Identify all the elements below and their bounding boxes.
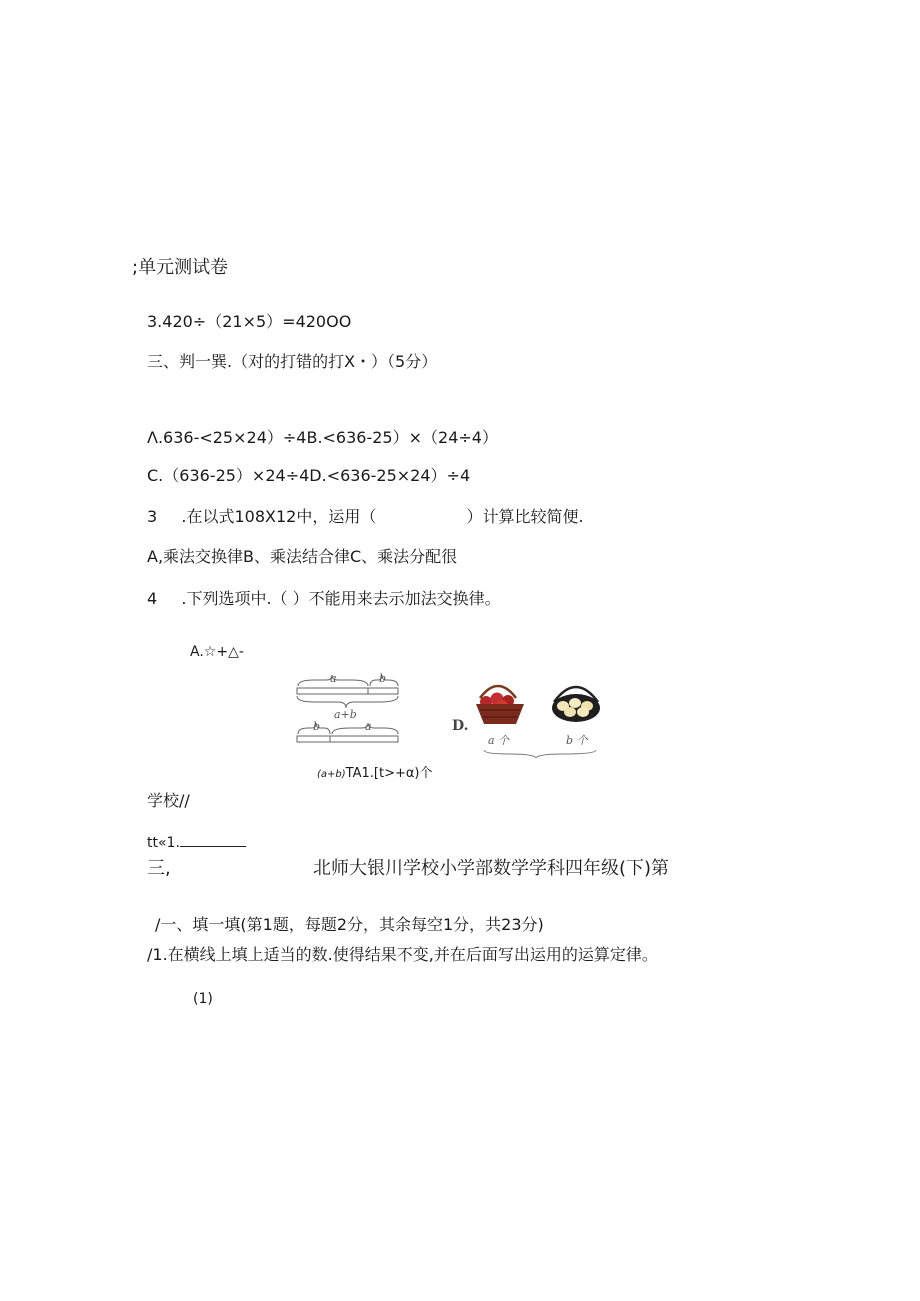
question-1: /1.在横线上填上适当的数.使得结果不变,并在后面写出运用的运算定律。: [147, 945, 658, 964]
question-3-text-end: ）计算比较简便.: [466, 507, 584, 526]
baskets-figure: [450, 672, 610, 758]
segment-diagram: [294, 672, 430, 758]
question-3-text-start: .在以式108X12中，运用（: [181, 507, 377, 526]
figure-caption-text: TA1.[t>+α)个: [345, 766, 433, 781]
question-3-number: 3: [147, 507, 158, 526]
seg-label-a-bottom: a: [365, 720, 372, 733]
question-1-sub-1: (1): [193, 991, 213, 1007]
class-blank[interactable]: [180, 832, 246, 847]
unit-title: ;单元测试卷: [132, 257, 229, 278]
basket-b-count: b 个: [566, 734, 588, 747]
question-3: [147, 507, 584, 527]
apple-basket-icon: [476, 686, 524, 724]
question-4: [147, 589, 501, 609]
basket-a-count: a 个: [488, 734, 510, 747]
class-line: [147, 832, 246, 853]
egg-basket-icon: [552, 687, 600, 722]
option-d-label: D.: [452, 718, 469, 734]
main-title: 北师大银川学校小学部数学学科四年级(下)第: [313, 858, 670, 879]
seg-label-a-top: a: [330, 672, 337, 685]
question-4-option-a: A.☆+△-: [190, 644, 244, 660]
option-a-b: Λ.636-<25×24）÷4B.<636-25）×（24÷4）: [147, 428, 498, 447]
seg-label-sum: a+b: [334, 708, 357, 721]
seg-label-b-top: b: [379, 672, 387, 685]
option-c-d: C.（636-25）×24÷4D.<636-25×24）÷4: [147, 466, 471, 485]
prev-item-3: 3.420÷（21×5）=420OO: [147, 312, 352, 331]
section-fill-heading: /一、填一填(第1题，每题2分，其余每空1分，共23分): [155, 915, 544, 934]
top-bar: [297, 688, 398, 694]
question-4-text: .下列选项中.（ ）不能用来去示加法交换律。: [181, 589, 501, 608]
bottom-bar: [297, 736, 398, 742]
question-4-number: 4: [147, 589, 158, 608]
section-judge-heading: 三、判一巽.（对的打错的打X・）（5分）: [147, 352, 438, 371]
figure-caption-small: (a+b): [317, 769, 346, 780]
figure-caption: [317, 764, 433, 785]
seg-label-b-bottom: b: [313, 720, 321, 733]
section-number: 三,: [147, 858, 171, 879]
question-3-options: A,乘法交换律B、乘法结合律C、乘法分配很: [147, 547, 458, 566]
brace-sum: [297, 696, 398, 708]
school-label: 学校//: [147, 791, 190, 810]
class-label: tt«1.: [147, 835, 180, 851]
